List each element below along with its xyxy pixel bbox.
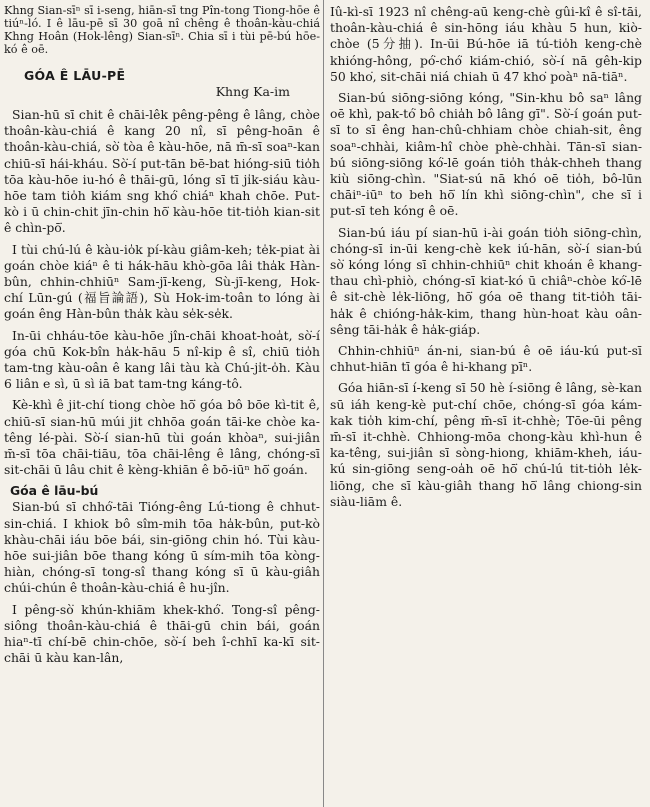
right-column [330, 4, 642, 515]
column-divider [323, 0, 324, 807]
intro-note: Khng Sian-sīⁿ sī i-seng, hiān-sī tng Pîn-tong Tiong-hōe ê tiúⁿ-ló. I ê lāu-pē sī 30 goā nî chêng ê thoân-kàu-chiá Khng Hoân (Hok-lêng) Sian-sīⁿ. Chia sī i tùi pē-bú hōe-kó ê oē. [4, 4, 320, 56]
left-column [4, 4, 320, 672]
paragraph: Chhin-chhiūⁿ án-ni, sian-bú ê oē iáu-kú put-sī chhut-hiān tī góa ê hi-khang pīⁿ. [330, 343, 642, 375]
paragraph: Iû-kì-sī 1923 nî chêng-aū keng-chè gûi-kî ê sî-tāi, thoân-kàu-chiá ê sin-hōng iáu khàu 5 hun, kiò-chòe (5分抽). In-ūi Bú-hōe iā tú-tio̍h keng-chè khióng-hông, pó͘-chó͘ kiám-chió, sò͘-í nā gêh-kip 50 kho͘, sit-chāi niá chiah ū 47 kho͘ poàⁿ nā-tiāⁿ. [330, 4, 642, 84]
paragraph: Sian-bú siōng-siōng kóng, "Sin-khu bô saⁿ lâng oē khì, pak-tó͘ bô chia̍h bô lâng gī". Sò͘-í goán put-sī to sī êng han-chû-chhiam chòe chiah-sit, êng soaⁿ-chhài, kiâm-hî chòe phè-chhài. Tān-sī sian-bú siōng-siōng kó͘-lē goán tio̍h tha̍k-chheh thang kiù siōng-chìn. "Siat-sú nā khó oē tio̍h, bô-lūn chāiⁿ-iūⁿ to beh hō͘ lín khì siōng-chìn", che sī i put-sī teh kóng ê oē. [330, 90, 642, 219]
article-author: Khng Ka-im [215, 84, 290, 99]
paragraph: Sian-bú sī chhó͘-tāi Tióng-êng Lú-tiong ê chhut-sin-chiá. I khiok bô sîm-mih tōa ha̍k-bûn, put-kò khàu-chāi iáu bōe bái, sin-giōng chin hó. Tùi kàu-hōe sui-jiân bōe thang kóng ū sím-mih tōa kòng-hiàn, chóng-sī tong-sî thang kóng sī ū kàu-giâh chúi-chún ê thoân-kàu-chiá ê hu-jîn. [4, 499, 320, 596]
article-title: GÓA Ê LĀU-PĒ [24, 68, 126, 83]
paragraph: In-ūi chháu-tōe kàu-hōe jîn-chāi khoat-hoa̍t, sò͘-í góa chū Kok-bîn ha̍k-hāu 5 nî-kip ê sî, chiū tio̍h tam-tng kàu-oân ê kang lâi tàu kà Chú-ji̍t-o̍h. Kàu 6 liân e sì, ū sì iā bat tam-tng káng-tô. [4, 327, 320, 392]
paragraph: Góa hiān-sī í-keng sī 50 hè í-siōng ê lâng, sè-kan sū iáh keng-kè put-chí chōe, chóng-sī góa kám-kak tio̍h kim-chí, pêng m̄-sī it-chhè; Tōe-ūi pêng m̄-sī it-chhè. Chhiong-mōa chong-kàu khì-hun ê ka-têng, sui-jiân sī sòng-hiong, khiām-kheh, iáu-kú sin-giōng seng-oa̍h oē hō͘ chú-lú tit-tio̍h le̍k-liōng, che sī kàu-giâh thang hō͘ lâng chiong-sin siàu-liām ê. [330, 380, 642, 509]
paragraph: I tùi chú-lú ê kàu-io̍k pí-kàu giâm-keh; te̍k-piat ài goán chòe kiáⁿ ê ti hák-hāu khò-gōa lâi tha̍k Hàn-bûn, chhin-chhiūⁿ Sam-jī-keng, Sù-jī-keng, Hok-chí Lūn-gú (福旨論語), Sù Hok-im-toân to lóng ài goán êng Hàn-bûn tha̍k kàu se̍k-se̍k. [4, 241, 320, 322]
paragraph: I pêng-sò͘ khún-khiām khek-khó͘. Tong-sî pêng-siông thoân-kàu-chiá ê thāi-gū chin bái, goán hiaⁿ-tī chí-bē chin-chōe, sò͘-í beh î-chhī ka-kī sit-chāi ū kàu kan-lân, [4, 601, 320, 666]
section-subheading: Góa ê lāu-bú [10, 483, 99, 499]
paragraph: Kè-khì ê jit-chí tiong chòe hō͘ góa bô bōe kì-tit ê, chiū-sī sian-hū múi jit chhōa goán tāi-ke chòe ka-têng lé-pài. Sò͘-í sian-hū tùi goán khòaⁿ, sui-jiân m̄-sī tōa chāi-tiāu, tōa chāi-lêng ê lâng, chóng-sī sit-chāi ū lâu chit ê kèng-khiān ê bō-iūⁿ hō͘ goán. [4, 397, 320, 478]
paragraph: Sian-bú iáu pí sian-hū i-ài goán tio̍h siōng-chìn, chóng-sī in-ūi keng-chè kek iú-hān, sò͘-í sian-bú sò͘ kóng lóng sī chhin-chhiūⁿ chit khoán ê khang-thau chì-phiò, chóng-sī kiat-kó ū chiâⁿ-chòe kó͘-lē ê sit-chè le̍k-liōng, hō͘ góa oē thang tit-tio̍h tāi-ha̍k ê chióng-ha̍k-kim, thang hùn-hoat kàu oân-sêng tāi-ha̍k ê ha̍k-giáp. [330, 224, 642, 337]
paragraph: Sian-hū sī chit ê chāi-lêk pêng-pêng ê lâng, chòe thoân-kàu-chiá ê kang 20 nî, sī pêng-hoān ê thoân-kàu-chiá, sò͘ tòa ê kàu-hōe, nā m̄-sī soaⁿ-kan chiū-sī hái-kháu. Sò͘-í put-tān bē-bat hióng-siū tio̍h tōa kàu-hōe iu-hó ê thāi-gū, lóng sī tī ji̍k-siáu kàu-hōe tam tio̍h kiám sng khó͘ chiáⁿ khah chōe. Put-kò i ū chin-chit jīn-chin hō͘ kàu-hōe tit-tio̍h kian-sit ê chìn-pō͘. [4, 107, 320, 236]
